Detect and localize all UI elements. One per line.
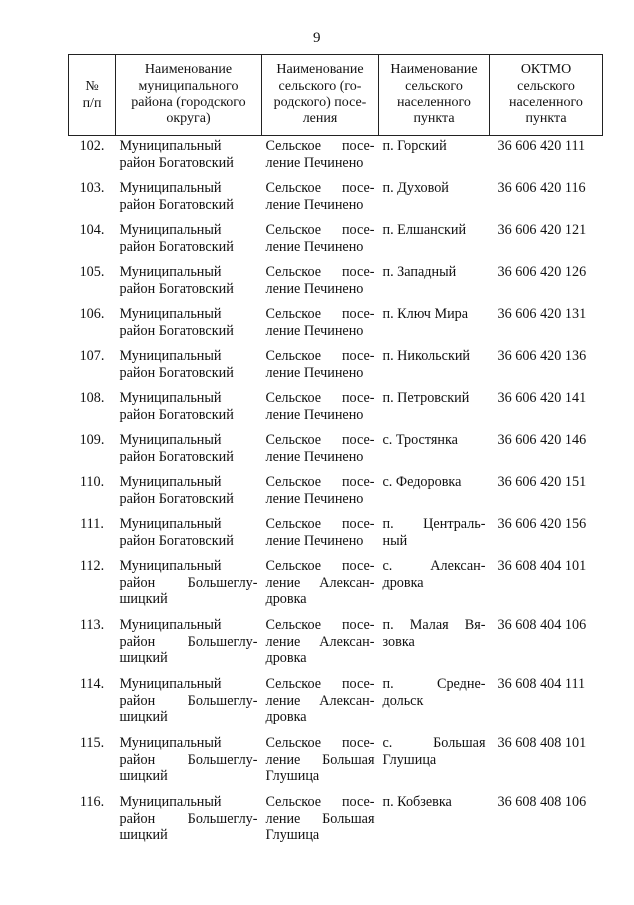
row-number: 108. (79, 390, 105, 406)
district-cell: Муниципальный район Большеглу- шицкий (119, 735, 258, 784)
locality-cell: п. Западный (382, 264, 457, 280)
table-row (69, 262, 603, 304)
row-number: 116. (79, 794, 105, 810)
oktmo-cell: 36 608 404 101 (497, 558, 587, 574)
settlement-cell: Сельское посе- ление Печинено (265, 390, 375, 423)
table-body (69, 136, 603, 852)
settlement-cell: Сельское посе- ление Печинено (262, 136, 379, 179)
oktmo-cell: 36 606 420 136 (497, 348, 587, 364)
header-district: Наименование муниципального района (городского округа) (116, 55, 262, 136)
row-number: 110. (79, 474, 105, 490)
row-number: 111. (80, 516, 104, 532)
oktmo-cell: 36 606 420 111 (490, 136, 603, 179)
locality-cell: п. Ключ Мира (382, 306, 469, 322)
header-num: № п/п (69, 55, 116, 136)
locality-cell: п. Никольский (382, 348, 471, 364)
table-header-row (69, 55, 603, 136)
locality-cell: п. Духовой (382, 180, 449, 196)
oktmo-cell: 36 606 420 126 (497, 264, 587, 280)
district-cell: Муниципальный район Богатовский (119, 474, 234, 507)
oktmo-cell: 36 606 420 151 (497, 474, 587, 490)
row-number: 109. (79, 432, 105, 448)
row-number: 103. (79, 180, 105, 196)
settlement-cell: Сельское посе- ление Печинено (265, 348, 375, 381)
row-number: 114. (79, 676, 105, 692)
page-number: 9 (313, 30, 321, 46)
oktmo-cell: 36 608 404 111 (497, 676, 586, 692)
row-number: 104. (79, 222, 105, 238)
table-row (69, 615, 603, 674)
settlement-cell: Сельское посе- ление Печинено (265, 474, 375, 507)
settlement-cell: Сельское посе- ление Алексан- дровка (265, 617, 375, 666)
header-settlement: Наименование сельского (го- родского) посе- ления (262, 55, 379, 136)
table-row (69, 674, 603, 733)
row-number: 115. (79, 735, 105, 751)
oktmo-cell: 36 606 420 121 (497, 222, 587, 238)
district-cell: Муниципальный район Богатовский (119, 348, 234, 381)
settlement-cell: Сельское посе- ление Большая Глушица (265, 735, 375, 784)
locality-cell: п. Централь- ный (382, 516, 486, 549)
district-cell: Муниципальный район Большеглу- шицкий (119, 794, 258, 843)
district-cell: Муниципальный район Богатовский (116, 136, 262, 179)
district-cell: Муниципальный район Большеглу- шицкий (119, 676, 258, 725)
table-row (69, 430, 603, 472)
oktmo-cell: 36 606 420 131 (497, 306, 587, 322)
row-number: 113. (79, 617, 105, 633)
table-row (69, 220, 603, 262)
locality-cell: с. Большая Глушица (382, 735, 486, 768)
oktmo-cell: 36 608 408 101 (497, 735, 587, 751)
district-cell: Муниципальный район Богатовский (119, 306, 234, 339)
table-row (69, 514, 603, 556)
district-cell: Муниципальный район Богатовский (119, 264, 234, 297)
district-cell: Муниципальный район Большеглу- шицкий (119, 617, 258, 666)
settlement-cell: Сельское посе- ление Алексан- дровка (265, 558, 375, 607)
settlement-cell: Сельское посе- ление Печинено (265, 516, 375, 549)
table-row (69, 178, 603, 220)
table-row (69, 304, 603, 346)
locality-cell: п. Горский (379, 136, 490, 179)
locality-cell: с. Алексан- дровка (382, 558, 486, 591)
row-number: 112. (79, 558, 105, 574)
locality-cell: с. Тростянка (382, 432, 458, 448)
district-cell: Муниципальный район Богатовский (119, 222, 234, 255)
oktmo-cell: 36 606 420 156 (497, 516, 587, 532)
settlement-cell: Сельское посе- ление Печинено (265, 264, 375, 297)
district-cell: Муниципальный район Богатовский (119, 180, 234, 213)
row-number: 105. (79, 264, 105, 280)
table-row (69, 733, 603, 792)
settlement-cell: Сельское посе- ление Печинено (265, 432, 375, 465)
settlement-cell: Сельское посе- ление Печинено (265, 222, 375, 255)
row-number: 107. (79, 348, 105, 364)
table-row (69, 472, 603, 514)
locality-cell: п. Петровский (382, 390, 470, 406)
oktmo-cell: 36 606 420 141 (497, 390, 587, 406)
locality-cell: п. Малая Вя- зовка (382, 617, 486, 650)
header-oktmo: ОКТМО сельского населенного пункта (490, 55, 603, 136)
oktmo-cell: 36 608 408 106 (497, 794, 587, 810)
table-row (69, 346, 603, 388)
table-row (69, 556, 603, 615)
locality-cell: п. Средне- дольск (382, 676, 486, 709)
row-number: 102. (69, 136, 116, 179)
district-cell: Муниципальный район Богатовский (119, 432, 234, 465)
settlement-cell: Сельское посе- ление Печинено (265, 180, 375, 213)
oktmo-cell: 36 606 420 146 (497, 432, 587, 448)
table-row (69, 388, 603, 430)
settlement-cell: Сельское посе- ление Печинено (265, 306, 375, 339)
locality-cell: п. Кобзевка (382, 794, 452, 810)
locality-cell: с. Федоровка (382, 474, 462, 490)
table-row (69, 792, 603, 851)
district-cell: Муниципальный район Большеглу- шицкий (119, 558, 258, 607)
table-row (69, 136, 603, 179)
settlement-cell: Сельское посе- ление Алексан- дровка (265, 676, 375, 725)
district-cell: Муниципальный район Богатовский (119, 390, 234, 423)
oktmo-cell: 36 606 420 116 (497, 180, 586, 196)
locality-cell: п. Елшанский (382, 222, 467, 238)
header-locality: Наименование сельского населенного пункта (379, 55, 490, 136)
district-cell: Муниципальный район Богатовский (119, 516, 234, 549)
row-number: 106. (79, 306, 105, 322)
settlement-cell: Сельское посе- ление Большая Глушица (265, 794, 375, 843)
settlements-table (68, 54, 603, 851)
oktmo-cell: 36 608 404 106 (497, 617, 587, 633)
